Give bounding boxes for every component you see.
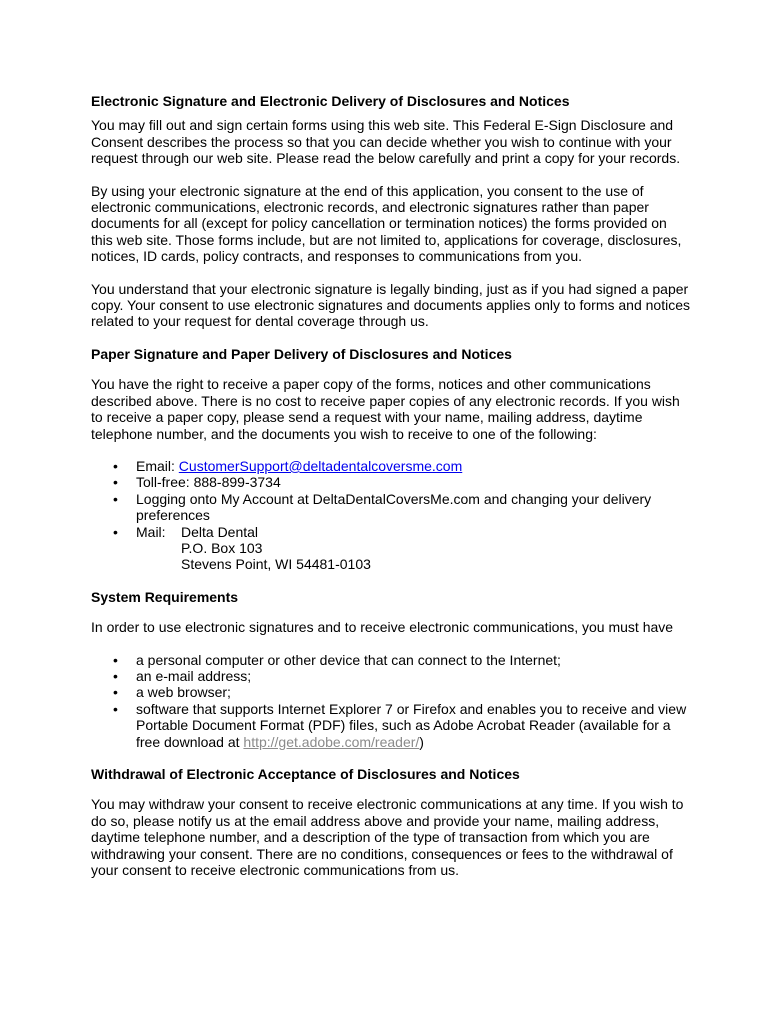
paragraph-withdrawal: You may withdraw your consent to receive electronic communications at any time. If you wish to do so, please notify us at the email address above and provide your name, mailing address, daytime telephone number, and a description of the type of transaction from which you are withdrawing your consent. There are no conditions, consequences or fees to the withdrawal of your consent to receive electronic communications from us. <box>91 796 684 879</box>
requirement-text: an e-mail address; <box>136 667 252 684</box>
list-item-requirement <box>91 701 691 750</box>
list-item-requirement <box>91 652 691 668</box>
section-heading-withdrawal: Withdrawal of Electronic Acceptance of Disclosures and Notices <box>91 766 520 782</box>
bullet-icon: • <box>113 667 118 684</box>
contact-options-list <box>91 458 691 573</box>
tollfree-text: Toll-free: 888-899-3734 <box>136 474 281 491</box>
list-item-tollfree <box>91 474 691 490</box>
bullet-icon: • <box>113 523 118 540</box>
adobe-reader-link[interactable]: http://get.adobe.com/reader/ <box>243 733 420 750</box>
bullet-icon: • <box>113 700 118 717</box>
list-item-my-account <box>91 491 691 524</box>
bullet-icon: • <box>113 651 118 668</box>
requirement-text: a personal computer or other device that can connect to the Internet; <box>136 651 561 668</box>
bullet-icon: • <box>113 474 118 491</box>
requirements-list <box>91 652 691 750</box>
mail-address-line3: Stevens Point, WI 54481-0103 <box>181 556 371 573</box>
mail-address <box>181 524 371 573</box>
mail-address-line2: P.O. Box 103 <box>181 539 263 556</box>
section-heading-electronic-signature: Electronic Signature and Electronic Delivery of Disclosures and Notices <box>91 93 570 109</box>
requirement-text: a web browser; <box>136 684 231 701</box>
email-label: Email: <box>136 457 179 474</box>
paragraph-paper-copy: You have the right to receive a paper copy of the forms, notices and other communications described above. There is no cost to receive paper copies of any electronic records. If you wish to receive a paper copy, please send a request with your name, mailing address, daytime telephone number, and the documents you wish to receive to one of the following: <box>91 376 680 442</box>
list-item-mail <box>91 524 691 573</box>
bullet-icon: • <box>113 684 118 701</box>
paragraph-requirements-intro: In order to use electronic signatures and to receive electronic communications, you must have <box>91 619 674 636</box>
list-item-email <box>91 458 691 474</box>
paragraph-consent: By using your electronic signature at the end of this application, you consent to the use of electronic communications, electronic records, and electronic signatures rather than paper documents for all (except for policy cancellation or termination notices) the forms provided on this web site. Those forms include, but are not limited to, applications for coverage, disclosures, notices, ID cards, policy contracts, and responses to communications from you. <box>91 182 682 265</box>
requirement-text: software that supports Internet Explorer 7 or Firefox and enables you to receive and view Portable Document Format (PDF) files, such as Adobe Acrobat Reader (available for a free download at <box>136 700 687 750</box>
section-heading-system-requirements: System Requirements <box>91 588 239 605</box>
paragraph-legally-binding: You understand that your electronic signature is legally binding, just as if you had signed a paper copy. Your consent to use electronic signatures and documents applies only to forms and notices related to your request for dental coverage through us. <box>91 280 690 330</box>
paragraph-intro: You may fill out and sign certain forms using this web site. This Federal E-Sign Disclosure and Consent describes the process so that you can decide whether you wish to continue with your request through our web site. Please read the below carefully and print a copy for your records. <box>91 117 681 167</box>
document-page <box>91 93 691 894</box>
list-item-requirement <box>91 668 691 684</box>
mail-address-line1: Delta Dental <box>181 523 259 540</box>
list-item-requirement <box>91 684 691 700</box>
mail-label: Mail: <box>136 523 166 540</box>
email-link[interactable]: CustomerSupport@deltadentalcoversme.com <box>178 457 463 474</box>
requirement-text-end: ) <box>419 733 424 750</box>
my-account-text: Logging onto My Account at DeltaDentalCoversMe.com and changing your delivery preferences <box>136 490 652 524</box>
bullet-icon: • <box>113 457 118 474</box>
bullet-icon: • <box>113 490 118 507</box>
section-heading-paper-signature: Paper Signature and Paper Delivery of Disclosures and Notices <box>91 345 512 362</box>
